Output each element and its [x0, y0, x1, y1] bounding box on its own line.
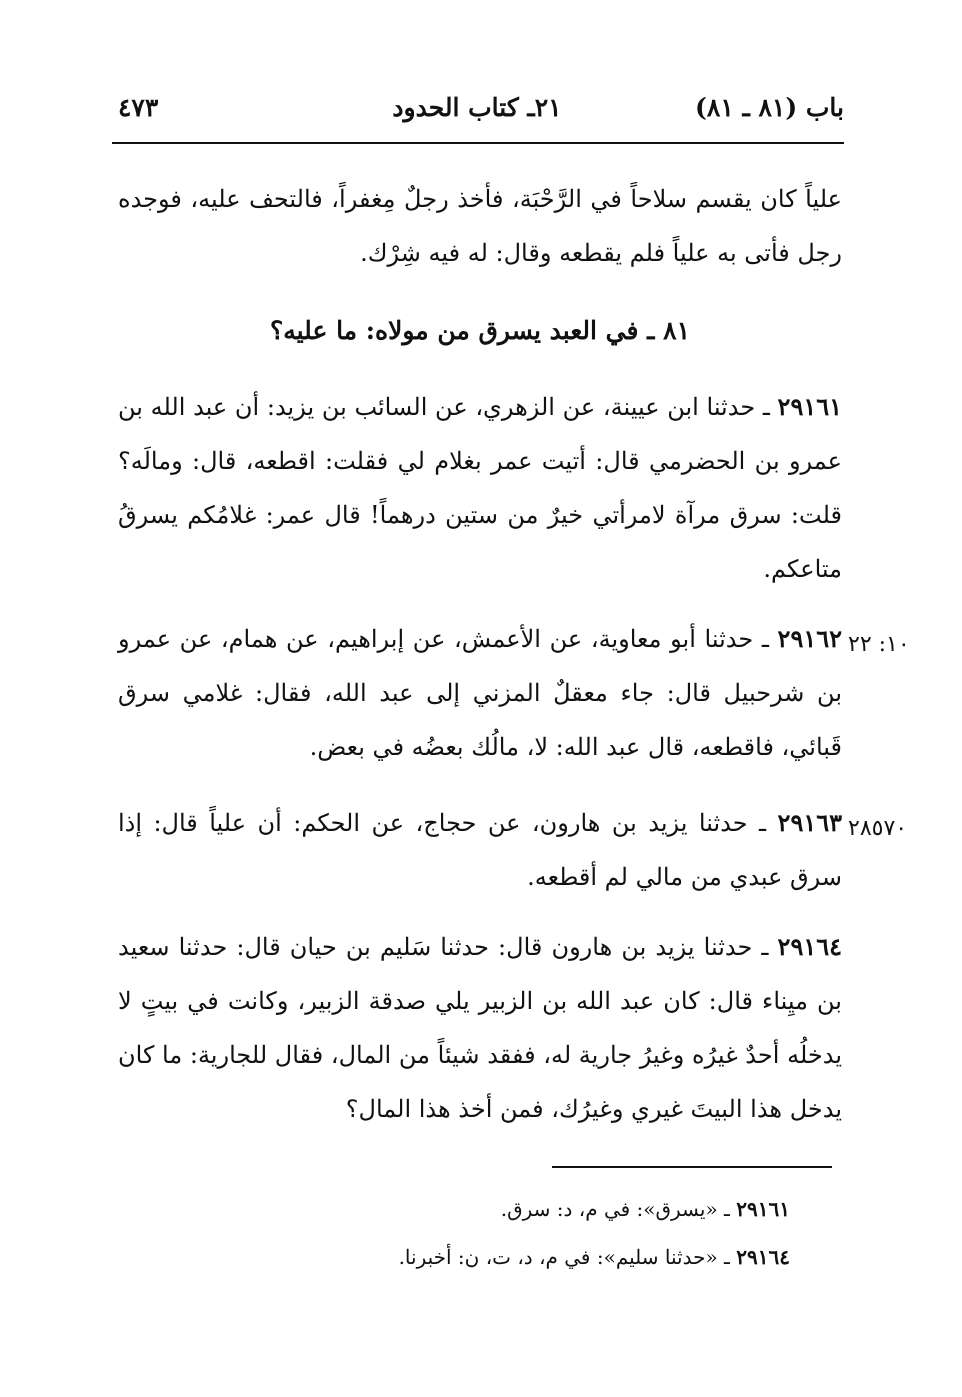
footnote-text: ـ «يسرق»: في م، د: سرق. — [500, 1197, 737, 1221]
hadith-text: حدثنا يزيد بن هارون، عن حجاج، عن الحكم: أن علياً قال: إذا سرق عبدي من مالي لم أقطعه. — [118, 809, 842, 891]
chapter-heading: باب (٨١ ـ ٨١) — [695, 93, 844, 122]
page-number: ٤٧٣ — [118, 93, 159, 122]
hadith-text: حدثنا ابن عيينة، عن الزهري، عن السائب بن يزيد: أن عبد الله بن عمرو بن الحضرمي قال: أتيت عمر بغلام لي فقلت: اقطعه، قال: ومالَه؟ قلت: سرق مرآة لامرأتي خيرٌ من ستين درهماً! قال عمر: غلامُكم يسرقُ متاعكم. — [118, 393, 842, 583]
hadith-number: ٢٩١٦٣ — [777, 808, 842, 837]
footnote-divider — [552, 1166, 832, 1168]
footnote-number: ٢٩١٦٤ — [736, 1245, 790, 1269]
hadith-number: ٢٩١٦٤ — [777, 932, 842, 961]
section-title: ٨١ ـ في العبد يسرق من مولاه: ما عليه؟ — [269, 316, 691, 345]
footnote — [300, 1242, 790, 1272]
hadith-paragraph — [118, 796, 842, 904]
hadith-paragraph — [118, 612, 842, 774]
hadith-paragraph — [118, 920, 842, 1136]
header-divider — [112, 142, 844, 144]
continuation-paragraph: علياً كان يقسم سلاحاً في الرَّحْبَة، فأخذ رجلٌ مِغفراً، فالتحف عليه، فوجده رجل فأتى به علياً فلم يقطعه وقال: له فيه شِرْك. — [118, 185, 842, 267]
hadith-separator: ـ — [753, 625, 778, 653]
margin-reference: ١٠: ٢٢ — [848, 632, 910, 657]
hadith-paragraph — [118, 380, 842, 596]
hadith-separator: ـ — [747, 809, 778, 837]
hadith-number: ٢٩١٦١ — [777, 392, 842, 421]
hadith-separator: ـ — [752, 933, 778, 961]
footnote-text: ـ «حدثنا سليم»: في م، د، ت، ن: أخبرنا. — [398, 1245, 737, 1269]
footnote-number: ٢٩١٦١ — [736, 1197, 790, 1221]
hadith-number: ٢٩١٦٢ — [777, 624, 842, 653]
running-header — [110, 92, 844, 132]
book-title: ٢١ـ كتاب الحدود — [392, 93, 562, 122]
margin-reference: ٢٨٥٧٠ — [848, 816, 908, 841]
hadith-text: حدثنا يزيد بن هارون قال: حدثنا سَليم بن حيان قال: حدثنا سعيد بن ميِناء قال: كان عبد الله بن الزبير يلي صدقة الزبير، وكانت في بيتٍ لا يدخلُه أحدٌ غيرُه وغيرُ جارية له، ففقد شيئاً من المال، فقال للجارية: ما كان يدخل هذا البيتَ غيري وغيرُك، فمن أخذ هذا المال؟ — [118, 933, 842, 1123]
hadith-text: حدثنا أبو معاوية، عن الأعمش، عن إبراهيم، عن همام، عن عمرو بن شرحبيل قال: جاء معقلٌ المزني إلى عبد الله، فقال: غلامي سرق قَبائي، فاقطعه، قال عبد الله: لا، مالُك بعضُه في بعض. — [118, 625, 842, 761]
footnote — [300, 1194, 790, 1224]
hadith-separator: ـ — [755, 393, 778, 421]
